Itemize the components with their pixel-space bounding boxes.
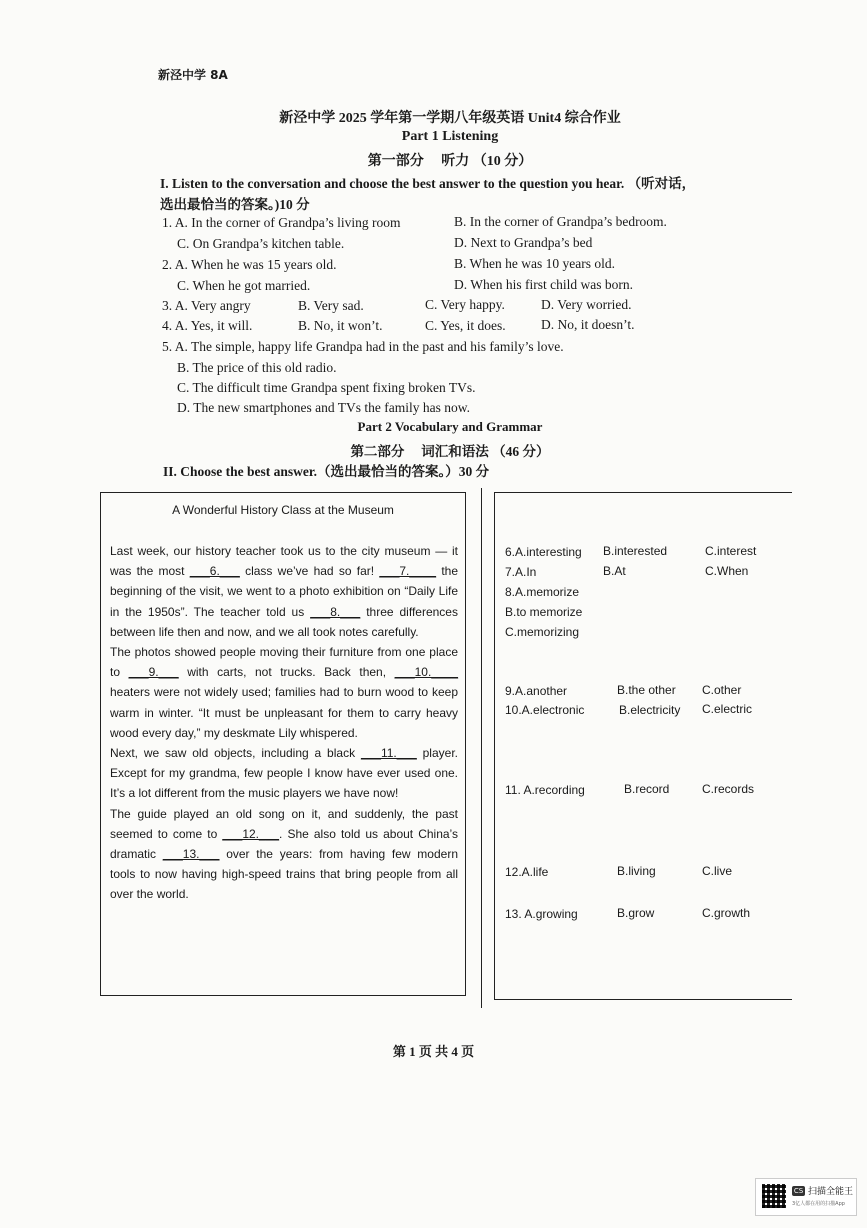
passage-box	[100, 492, 466, 996]
blank-9: ___9.___	[128, 665, 179, 680]
passage-paragraph	[110, 743, 458, 804]
option-12b: B.living	[617, 864, 656, 878]
q1-option-a: 1. A. In the corner of Grandpa’s living room	[162, 215, 401, 230]
blank-6: ___6.___	[189, 564, 240, 579]
blank-11: ___11.___	[360, 746, 417, 761]
option-8b: B.to memorize	[505, 605, 583, 619]
passage-text-run: class we’ve had so far!	[239, 564, 380, 579]
section1-instruction: I. Listen to the conversation and choose the best answer to the question you hear. （听对话，	[160, 176, 696, 191]
page-title: 新泾中学 2025 学年第一学期八年级英语 Unit4 综合作业	[279, 111, 621, 126]
q2-option-b: B. When he was 10 years old.	[454, 256, 615, 271]
part1-title-cn: 第一部分 听力 （10 分）	[367, 154, 533, 169]
column-divider	[481, 488, 482, 1008]
q5-option-c: C. The difficult time Grandpa spent fixing broken TVs.	[177, 380, 476, 395]
option-13c: C.growth	[702, 906, 751, 920]
page-footer: 第 1 页 共 4 页	[392, 1044, 475, 1059]
option-8a: 8.A.memorize	[505, 585, 580, 599]
school-header: 新泾中学 8A	[158, 68, 228, 82]
camscanner-logo-icon: CS	[793, 1187, 804, 1195]
option-10a: 10.A.electronic	[505, 703, 585, 717]
q4-option-b: B. No, it won’t.	[298, 318, 383, 333]
q1-option-b: B. In the corner of Grandpa’s bedroom.	[454, 214, 667, 229]
passage-text-run: three differences between life then and now, and we all took notes carefully.	[110, 604, 458, 639]
q4-option-c: C. Yes, it does.	[425, 318, 506, 333]
q3-option-d: D. Very worried.	[541, 297, 632, 312]
option-10c: C.electric	[702, 702, 753, 716]
q2-option-d: D. When his first child was born.	[454, 277, 633, 292]
option-12a: 12.A.life	[505, 865, 549, 879]
options-box	[494, 492, 792, 1000]
part2-title-en: Part 2 Vocabulary and Grammar	[357, 419, 543, 434]
scanner-app-name: 扫描全能王	[808, 1187, 854, 1197]
q5-option-d: D. The new smartphones and TVs the family has now.	[177, 400, 470, 415]
part1-title-en: Part 1 Listening	[401, 129, 499, 144]
passage-text-run: The photos showed people moving their furniture from one place to	[110, 645, 458, 680]
passage-text	[110, 541, 458, 905]
option-11b: B.record	[624, 782, 670, 796]
passage-paragraph	[110, 541, 458, 642]
passage-text-run: heaters were not widely used; families had to burn wood to keep warm in winter. “It must be unpleasant for them to carry heavy wood every day,” my deskmate Lily whispered.	[110, 685, 458, 740]
passage-text-run: over the years: from having few modern tools to now having high-speed trains that bring people from all over the world.	[110, 847, 458, 902]
passage-text-run: player. Except for my grandma, few people I know have ever used one. It’s a lot different from the music players we have now!	[110, 746, 458, 801]
option-9b: B.the other	[617, 683, 676, 697]
passage-text-run: . She also told us about China’s dramatic	[110, 826, 458, 862]
option-7a: 7.A.In	[505, 565, 537, 579]
scanner-tagline: 3亿人都在用的扫描App	[792, 1201, 845, 1207]
passage-text-run: Next, we saw old objects, including a black	[110, 746, 361, 761]
blank-13: ___13.___	[162, 847, 220, 862]
q3-option-c: C. Very happy.	[425, 297, 505, 312]
option-6c: C.interest	[705, 544, 757, 558]
q2-option-c: C. When he got married.	[177, 278, 311, 293]
blank-10: ___10.____	[394, 665, 459, 680]
q1-option-c: C. On Grandpa’s kitchen table.	[177, 236, 345, 251]
q5-option-a: 5. A. The simple, happy life Grandpa had in the past and his family’s love.	[162, 339, 564, 354]
option-12c: C.live	[702, 864, 733, 878]
section2-instruction: II. Choose the best answer.（选出最恰当的答案。）30 分	[163, 464, 490, 479]
passage-text-run: Last week, our history teacher took us to the city museum — it was the most	[110, 544, 458, 579]
option-6b: B.interested	[603, 544, 668, 558]
option-13a: 13. A.growing	[505, 907, 578, 921]
q2-option-a: 2. A. When he was 15 years old.	[162, 257, 337, 272]
passage-text-run: the beginning of the visit, we went to a photo exhibition on “Daily Life in the 1950s”. The teacher told us	[110, 564, 459, 619]
option-13b: B.grow	[617, 906, 655, 920]
option-11c: C.records	[702, 782, 755, 796]
qr-code-icon	[762, 1184, 786, 1208]
passage-text-run: with carts, not trucks. Back then,	[178, 665, 395, 680]
blank-12: ___12.___	[222, 826, 280, 841]
option-9c: C.other	[702, 683, 742, 697]
q1-option-d: D. Next to Grandpa’s bed	[454, 235, 593, 250]
option-7b: B.At	[603, 564, 626, 578]
section1-instruction-cont: 选出最恰当的答案。)10 分	[160, 197, 310, 212]
blank-7: ___7.____	[379, 564, 437, 579]
passage-title: A Wonderful History Class at the Museum	[172, 503, 394, 517]
passage-paragraph	[110, 642, 458, 743]
blank-8: ___8.___	[310, 604, 361, 619]
option-10b: B.electricity	[619, 703, 681, 717]
passage-text-run: The guide played an old song on it, and suddenly, the past seemed to come to	[110, 806, 458, 841]
q4-option-a: 4. A. Yes, it will.	[162, 318, 253, 333]
option-9a: 9.A.another	[505, 684, 568, 698]
option-6a: 6.A.interesting	[505, 545, 582, 559]
option-8c: C.memorizing	[505, 625, 580, 639]
option-11a: 11. A.recording	[505, 783, 585, 797]
q4-option-d: D. No, it doesn’t.	[541, 317, 635, 332]
option-7c: C.When	[705, 564, 749, 578]
q3-option-b: B. Very sad.	[298, 298, 364, 313]
passage-paragraph	[110, 804, 458, 905]
part2-title-cn: 第二部分 词汇和语法 （46 分）	[350, 444, 550, 459]
scanner-watermark	[755, 1178, 857, 1216]
q5-option-b: B. The price of this old radio.	[177, 360, 337, 375]
q3-option-a: 3. A. Very angry	[162, 298, 251, 313]
